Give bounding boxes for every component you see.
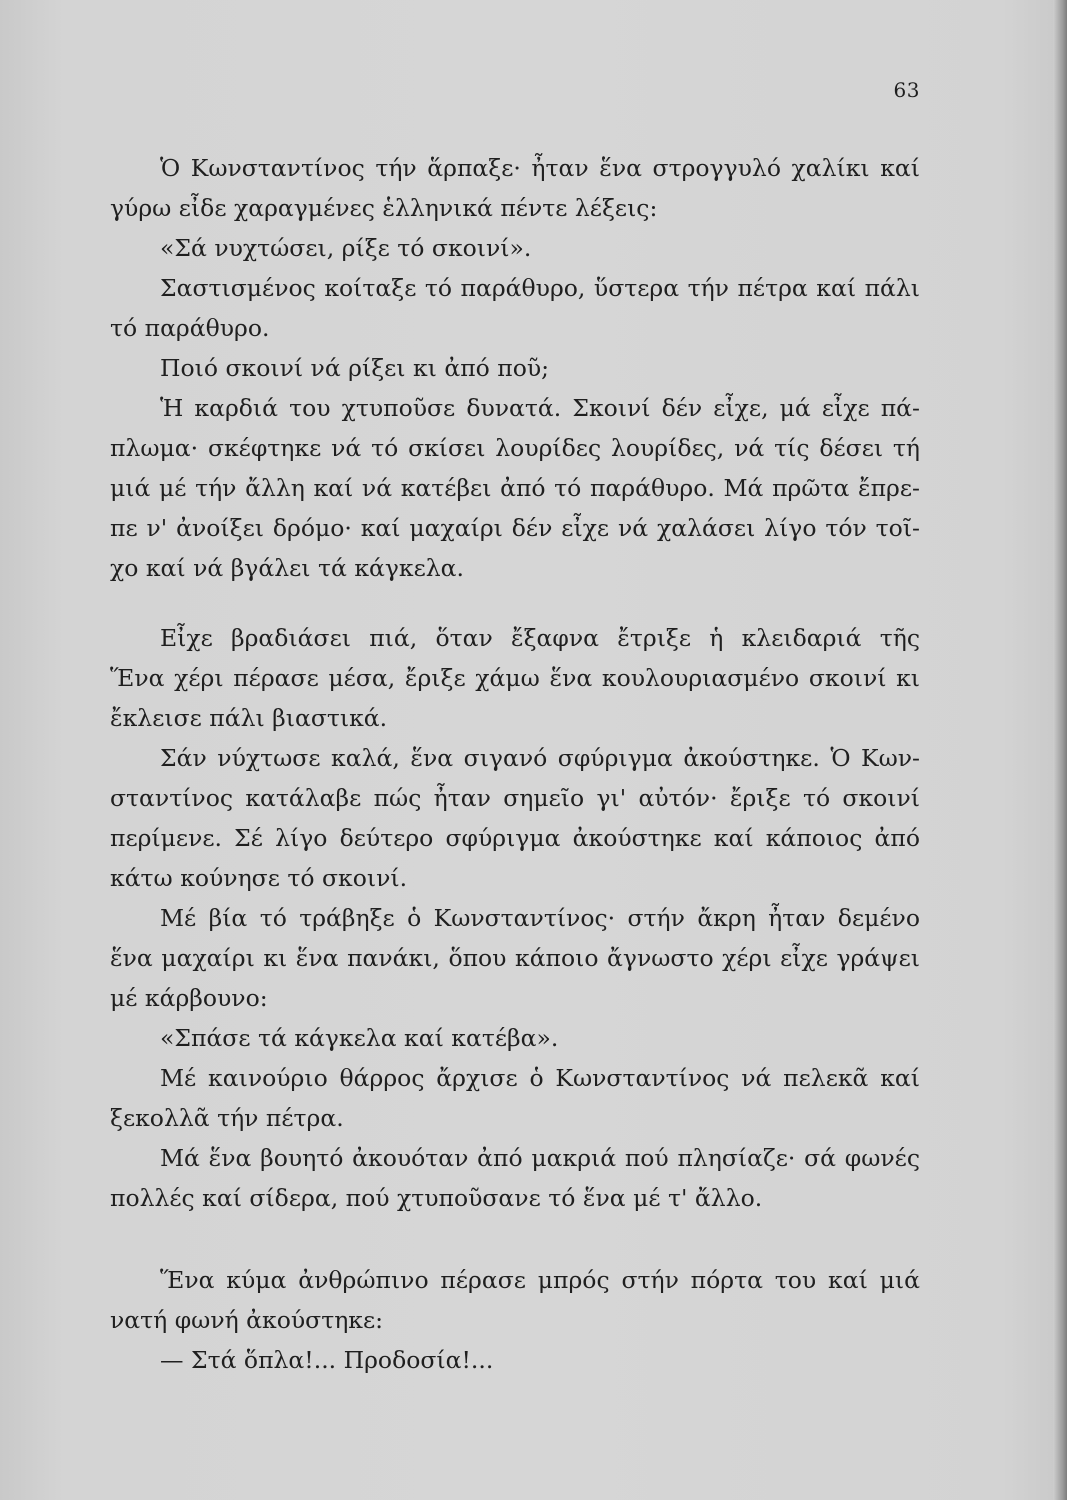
text-line: μέ κάρβουνο: <box>110 984 268 1012</box>
section-break <box>110 588 920 618</box>
text-line: πολλές καί σίδερα, πού χτυποῦσανε τό ἕνα μέ τ' ἄλλο. <box>110 1184 763 1212</box>
text-line: Ἡ καρδιά του χτυποῦσε δυνατά. Σκοινί δέν εἶχε, μά εἶχε πά- <box>160 394 920 422</box>
text-line: Ὁ Κωνσταντίνος τήν ἅρπαξε· ἦταν ἕνα στρογγυλό χαλίκι καί <box>160 154 920 182</box>
text-line: μιά μέ τήν ἄλλη καί νά κατέβει ἀπό τό παράθυρο. Μά πρῶτα ἔπρε- <box>110 474 920 502</box>
text-line: «Σπάσε τά κάγκελα καί κατέβα». <box>160 1024 559 1052</box>
text-line: ἔκλεισε πάλι βιαστικά. <box>110 704 388 732</box>
text-line: νατή φωνή ἀκούστηκε: <box>110 1306 384 1334</box>
text-line: Σάν νύχτωσε καλά, ἕνα σιγανό σφύριγμα ἀκούστηκε. Ὁ Κων- <box>160 744 920 772</box>
body-text <box>110 148 920 1380</box>
text-line: «Σά νυχτώσει, ρίξε τό σκοινί». <box>160 234 532 262</box>
page-binding-edge <box>1053 0 1067 1500</box>
text-line: τό παράθυρο. <box>110 314 270 342</box>
text-line: ξεκολλᾶ τήν πέτρα. <box>110 1104 344 1132</box>
text-line: Μέ βία τό τράβηξε ὁ Κωνσταντίνος· στήν ἄκρη ἦταν δεμένο <box>160 904 920 932</box>
text-line: Μέ καινούριο θάρρος ἄρχισε ὁ Κωνσταντίνος νά πελεκᾶ καί <box>160 1064 920 1092</box>
text-line: Ἕνα χέρι πέρασε μέσα, ἔριξε χάμω ἕνα κουλουριασμένο σκοινί κι <box>110 664 920 692</box>
text-line: Εἶχε βραδιάσει πιά, ὅταν ἔξαφνα ἔτριξε ἡ κλειδαριά τῆς <box>160 624 920 652</box>
text-line: πε ν' ἀνοίξει δρόμο· καί μαχαίρι δέν εἶχε νά χαλάσει λίγο τόν τοῖ- <box>110 514 920 542</box>
page-number: 63 <box>893 78 920 102</box>
text-line: σταντίνος κατάλαβε πώς ἦταν σημεῖο γι' αὐτόν· ἔριξε τό σκοινί <box>110 784 920 812</box>
text-line: κάτω κούνησε τό σκοινί. <box>110 864 408 892</box>
text-line: πλωμα· σκέφτηκε νά τό σκίσει λουρίδες λουρίδες, νά τίς δέσει τή <box>110 434 920 462</box>
text-line: χο καί νά βγάλει τά κάγκελα. <box>110 554 465 582</box>
text-line: — Στά ὅπλα!... Προδοσία!... <box>160 1346 494 1374</box>
text-line: Σαστισμένος κοίταξε τό παράθυρο, ὕστερα τήν πέτρα καί πάλι <box>160 274 920 302</box>
text-line: Μά ἕνα βουητό ἀκουόταν ἀπό μακριά πού πλησίαζε· σά φωνές <box>160 1144 920 1172</box>
text-line: ἕνα μαχαίρι κι ἕνα πανάκι, ὅπου κάποιο ἄγνωστο χέρι εἶχε γράψει <box>110 944 920 972</box>
text-line: Ποιό σκοινί νά ρίξει κι ἀπό ποῦ; <box>160 354 550 382</box>
text-line: Ἕνα κύμα ἀνθρώπινο πέρασε μπρός στήν πόρτα του καί μιά <box>160 1266 920 1294</box>
text-line: περίμενε. Σέ λίγο δεύτερο σφύριγμα ἀκούστηκε καί κάποιος ἀπό <box>110 824 920 852</box>
section-break <box>110 1218 920 1260</box>
text-line: γύρω εἶδε χαραγμένες ἑλληνικά πέντε λέξεις: <box>110 194 658 222</box>
